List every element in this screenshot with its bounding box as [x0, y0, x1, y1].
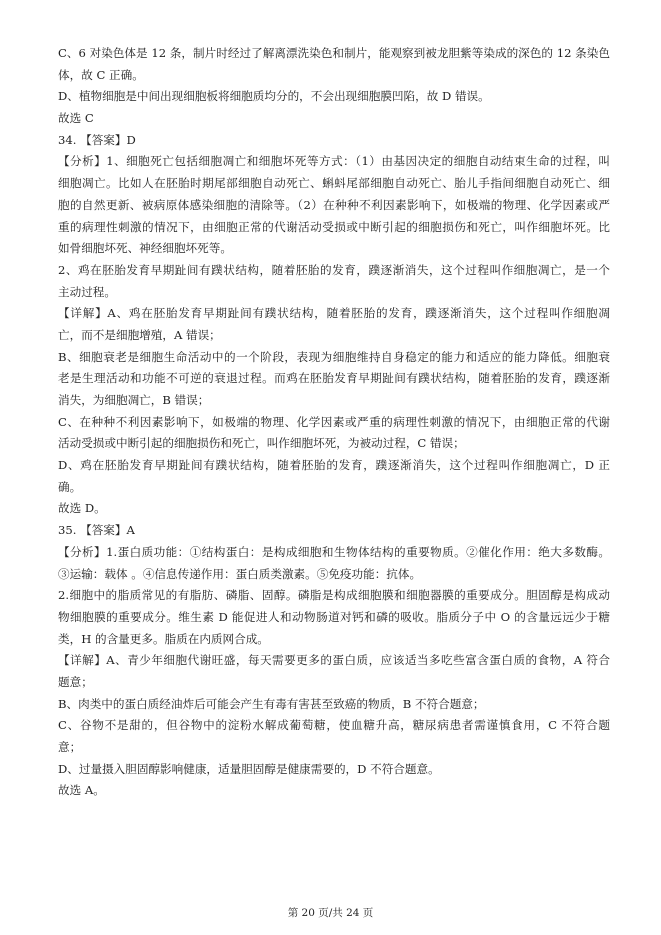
text-line: 主动过程。 [58, 284, 116, 299]
text-line: 重的病理性刺激的情况下，由细胞正常的代谢活动受损或中断引起的细胞损伤和死亡，叫作细胞坏死。比 [58, 219, 610, 234]
text-line: C、6 对染色体是 12 条，制片时经过了解离漂洗染色和制片，能观察到被龙胆紫等染成的深色的 12 条染色 [58, 46, 610, 60]
text-line: 故选 D。 [58, 501, 106, 516]
text-line: C、在种种不利因素影响下，如极端的物理、化学因素或严重的病理性刺激的情况下，由细胞正常的代谢 [58, 414, 610, 429]
text-line: B、肉类中的蛋白质经油炸后可能会产生有毒有害甚至致癌的物质，B 不符合题意； [58, 696, 485, 711]
text-line: 消失，为细胞凋亡，B 错误； [58, 393, 210, 407]
text-line: 老是生理活动和功能不可逆的衰退过程。而鸡在胚胎发育早期趾间有蹼状结构，随着胚胎的发育，蹼逐渐 [58, 371, 610, 386]
answer-explanation-body [58, 43, 610, 802]
text-line: 2.细胞中的脂质常见的有脂肪、磷脂、固醇。磷脂是构成细胞膜和细胞器膜的重要成分。胆固醇是构成动 [58, 588, 610, 603]
text-line: 细胞凋亡。比如人在胚胎时期尾部细胞自动死亡、蝌蚪尾部细胞自动死亡、胎儿手指间细胞自动死亡、细 [58, 176, 610, 191]
text-line: 物细胞膜的重要成分。维生素 D 能促进人和动物肠道对钙和磷的吸收。脂质分子中 O 的含量远远少于糖 [58, 609, 610, 624]
text-line: 故选 C [58, 111, 94, 126]
text-line: 确。 [58, 479, 82, 494]
text-line: D、过量摄入胆固醇影响健康，适量胆固醇是健康需要的，D 不符合题意。 [58, 761, 440, 776]
page-number-footer: 第 20 页/共 24 页 [287, 907, 374, 919]
text-line: 【详解】A、鸡在胚胎发育早期趾间有蹼状结构，随着胚胎的发育，蹼逐渐消失，这个过程叫作细胞凋 [58, 306, 610, 321]
text-line: 活动受损或中断引起的细胞损伤和死亡，叫作细胞坏死，为被动过程，C 错误； [58, 436, 465, 451]
text-line: 体，故 C 正确。 [58, 67, 144, 82]
text-line: 2、鸡在胚胎发育早期趾间有蹼状结构，随着胚胎的发育，蹼逐渐消失，这个过程叫作细胞凋亡，是一个 [58, 262, 610, 277]
text-line: D、植物细胞是中间出现细胞板将细胞质均分的，不会出现细胞膜凹陷，故 D 错误。 [58, 89, 490, 104]
text-line: 胞的自然更新、被病原体感染细胞的清除等。（2）在种种不利因素影响下，如极端的物理、化学因素或严 [58, 197, 610, 212]
text-line: 故选 A。 [58, 783, 105, 798]
text-line: ③运输：载体 。④信息传递作用：蛋白质类激素。⑤免疫功能：抗体。 [58, 566, 422, 581]
text-line: 亡，而不是细胞增殖，A 错误； [58, 327, 221, 342]
text-line: 如骨细胞坏死、神经细胞坏死等。 [58, 241, 232, 256]
text-line: 【分析】1.蛋白质功能：①结构蛋白：是构成细胞和生物体结构的重要物质。②催化作用：绝大多数酶。 [58, 544, 610, 559]
text-line: 【分析】1、细胞死亡包括细胞凋亡和细胞坏死等方式：（1）由基因决定的细胞自动结束生命的过程，叫 [58, 154, 610, 169]
text-line: C、谷物不是甜的，但谷物中的淀粉水解成葡萄糖，使血糖升高，糖尿病患者需谨慎食用，C 不符合题 [58, 718, 610, 733]
text-line: 34. 【答案】D [58, 132, 136, 147]
text-line: B、细胞衰老是细胞生命活动中的一个阶段，表现为细胞维持自身稳定的能力和适应的能力降低。细胞衰 [58, 349, 610, 364]
text-line: 【详解】A、青少年细胞代谢旺盛，每天需要更多的蛋白质，应该适当多吃些富含蛋白质的食物，A 符合 [58, 653, 610, 668]
text-line: 意； [58, 740, 82, 754]
text-line: 35. 【答案】A [58, 523, 135, 538]
text-line: 类，H 的含量更多。脂质在内质网合成。 [58, 631, 269, 646]
text-line: D、鸡在胚胎发育早期趾间有蹼状结构，随着胚胎的发育，蹼逐渐消失，这个过程叫作细胞凋亡，D 正 [58, 458, 610, 473]
text-line: 题意； [58, 674, 93, 689]
